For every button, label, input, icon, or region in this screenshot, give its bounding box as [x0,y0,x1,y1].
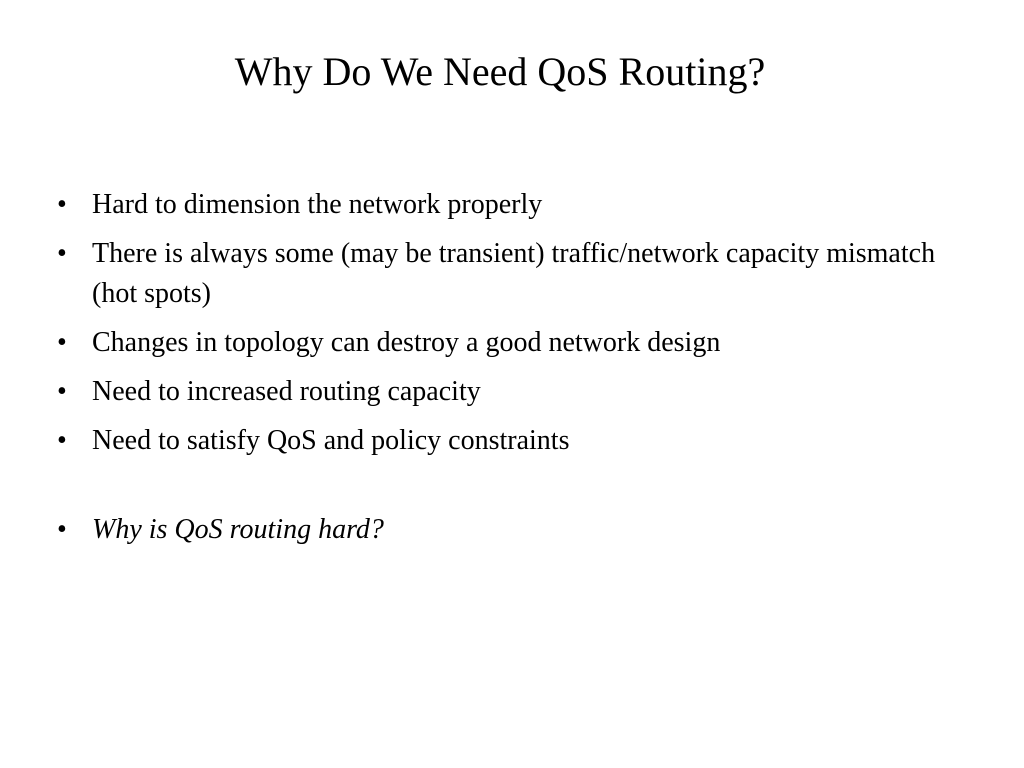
bullet-icon: • [57,376,67,407]
bullet-text: Need to increased routing capacity [92,376,481,407]
bullet-text: There is always some (may be transient) traffic/network capacity mismatch (hot spots) [92,238,936,309]
bullet-item [0,372,1024,412]
bullet-icon: • [57,327,67,358]
bullet-item-question [0,510,1024,550]
bullet-icon: • [57,238,67,269]
bullet-item [0,185,1024,225]
bullet-icon: • [57,189,67,220]
bullet-item [0,323,1024,363]
bullet-list [0,185,1024,559]
slide-title: Why Do We Need QoS Routing? [234,48,766,94]
bullet-item [0,234,1024,314]
bullet-text: Changes in topology can destroy a good network design [92,327,721,358]
bullet-item [0,421,1024,461]
bullet-icon: • [57,425,67,456]
bullet-text: Need to satisfy QoS and policy constraints [92,425,570,456]
bullet-text: Why is QoS routing hard? [92,514,384,545]
bullet-text: Hard to dimension the network properly [92,189,543,220]
bullet-icon: • [57,514,67,545]
